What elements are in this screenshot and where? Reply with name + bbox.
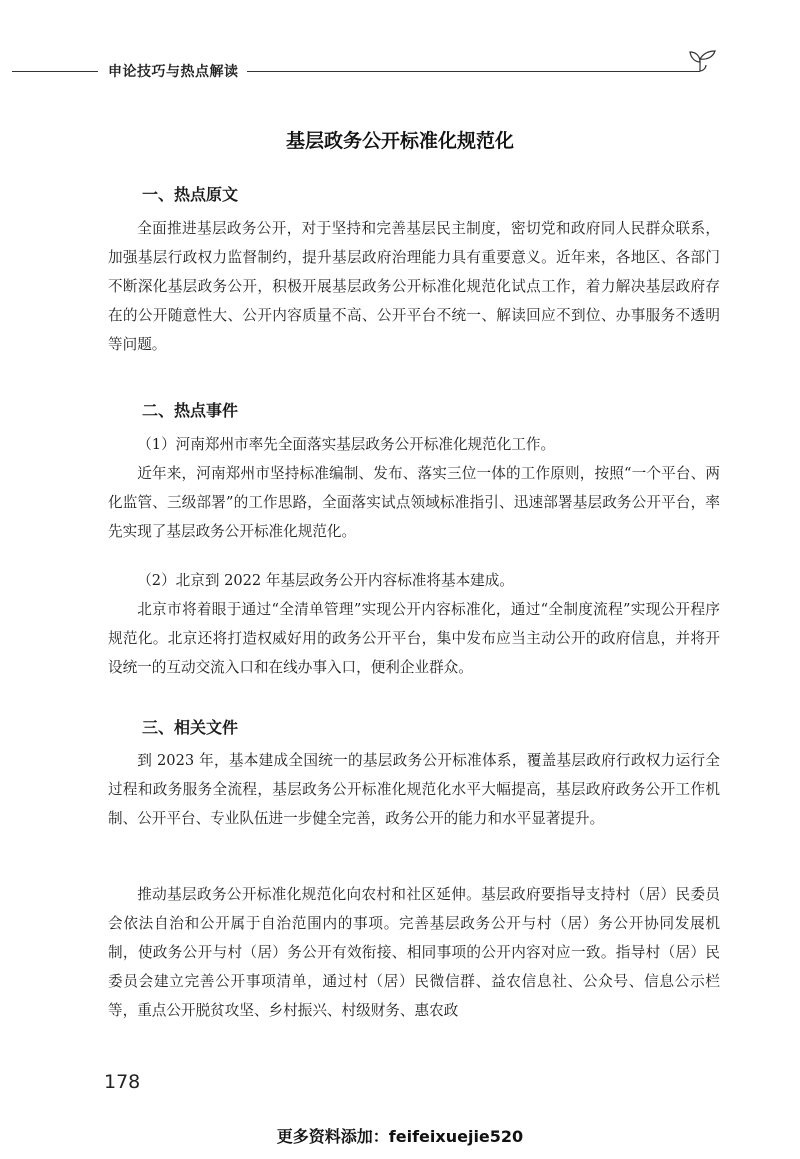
paragraph: 北京市将着眼于通过“全清单管理”实现公开内容标准化，通过“全制度流程”实现公开程序规范化。北京还将打造权威好用的政务公开平台，集中发布应当主动公开的政府信息，并将开设统一的互动交流入口和在线办事入口，便利企业群众。 (108, 601, 720, 676)
document-title: 基层政务公开标准化规范化 (285, 130, 514, 152)
section-heading-1: 一、热点原文 (142, 185, 239, 204)
paragraph: 全面推进基层政务公开，对于坚持和完善基层民主制度，密切党和政府同人民群众联系，加强基层行政权力监督制约，提升基层政府治理能力具有重要意义。近年来，各地区、各部门不断深化基层政务公开，积极开展基层政务公开标准化规范化试点工作，着力解决基层政府存在的公开随意性大、公开内容质量不高、公开平台不统一、解读回应不到位、办事服务不透明等问题。 (108, 220, 720, 353)
paragraph: 到 2023 年，基本建成全国统一的基层政务公开标准体系，覆盖基层政府行政权力运行全过程和政务服务全流程，基层政务公开标准化规范化水平大幅提高，基层政府政务公开工作机制、公开平台、专业队伍进一步健全完善，政务公开的能力和水平显著提升。 (108, 752, 720, 827)
page-number: 178 (104, 1071, 141, 1093)
section-heading-3: 三、相关文件 (142, 718, 239, 737)
footer-note: 更多资料添加：feifeixuejie520 (276, 1127, 524, 1146)
running-header (0, 56, 800, 86)
list-item: （2）北京到 2022 年基层政务公开内容标准将基本建成。 (137, 572, 514, 589)
list-item: （1）河南郑州市率先全面落实基层政务公开标准化规范化工作。 (137, 436, 556, 453)
paragraph: 推动基层政务公开标准化规范化向农村和社区延伸。基层政府要指导支持村（居）民委员会依法自治和公开属于自治范围内的事项。完善基层政务公开与村（居）务公开协同发展机制，使政务公开与村（居）务公开有效衔接、相同事项的公开内容对应一致。指导村（居）民委员会建立完善公开事项清单，通过村（居）民微信群、益农信息社、公众号、信息公示栏等，重点公开脱贫攻坚、乡村振兴、村级财务、惠农政 (108, 886, 720, 1019)
header-rule-right (247, 71, 700, 72)
sprout-icon (686, 40, 720, 74)
header-rule-left (12, 71, 98, 72)
paragraph: 近年来，河南郑州市坚持标准编制、发布、落实三位一体的工作原则，按照“一个平台、两化监管、三级部署”的工作思路，全面落实试点领域标准指引、迅速部署基层政务公开平台，率先实现了基层政务公开标准化规范化。 (108, 465, 720, 540)
section-heading-2: 二、热点事件 (142, 401, 239, 420)
header-title: 申论技巧与热点解读 (108, 64, 239, 80)
